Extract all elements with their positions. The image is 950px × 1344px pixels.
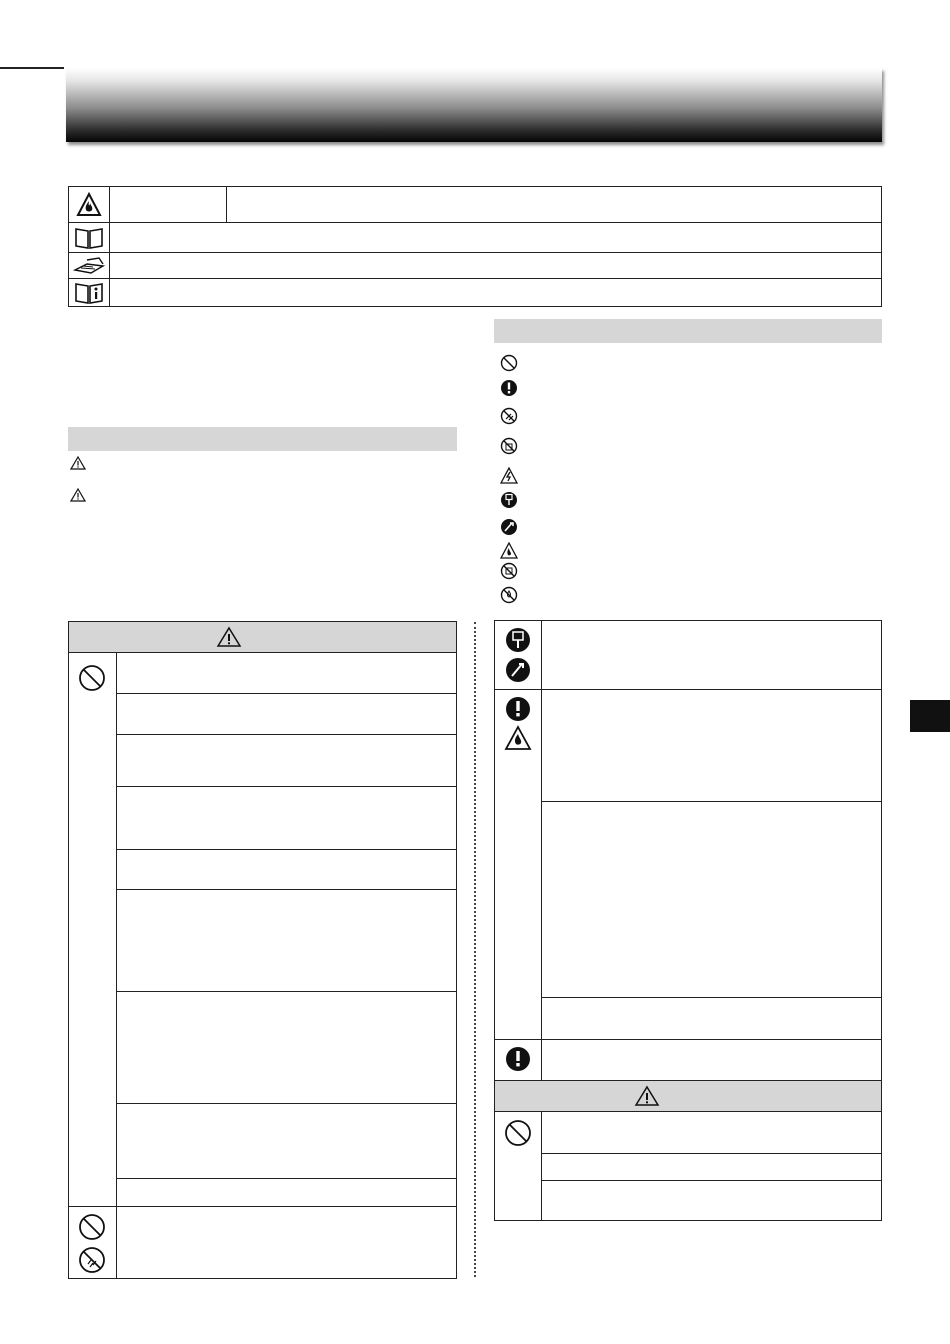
legend-item [500,437,526,455]
no-touch-icon [500,407,518,425]
row-divider [116,786,456,787]
row-divider [541,1153,881,1154]
signal-word-item [70,488,92,502]
ground-icon [505,657,531,683]
fire-icon [500,542,518,560]
open-manual-icon [73,256,105,276]
legend-item [500,518,526,536]
mandatory-icon [500,379,518,397]
row-divider [116,1103,456,1104]
no-disassembly-icon [500,562,518,580]
signal-word-item [70,456,92,470]
symbol-table [68,186,882,307]
row-divider [116,991,456,992]
signal-words-header [68,427,457,451]
mandatory-icon [505,696,531,722]
column-divider [116,652,117,1278]
symbol-row-icon [69,279,110,307]
symbol-row-label [110,187,227,223]
legend-item [500,542,526,560]
prohibited-icon [78,1213,106,1241]
no-water-icon [500,586,518,604]
symbol-row-text [227,187,882,223]
warning-table-right [494,620,882,1221]
section-tab [910,700,950,732]
column-divider [541,1111,542,1221]
symbol-row-text [110,223,882,253]
fire-warning-icon [76,192,102,218]
book-icon [74,226,104,250]
warning-triangle-icon [216,626,242,648]
legend-item [500,467,526,485]
legend-item [500,379,526,397]
no-water-icon [78,1246,106,1274]
column-divider [541,621,542,1081]
row-divider [541,1180,881,1181]
row-divider [116,889,456,890]
info-manual-icon [74,281,104,305]
ground-icon [500,518,518,536]
page-title-bar [66,68,882,142]
row-divider [116,693,456,694]
column-separator [474,622,476,1277]
prohibited-icon [78,664,106,692]
unplug-icon [500,491,518,509]
legend-item [500,562,526,580]
row-divider [541,801,881,802]
warning-table-head [69,622,456,653]
symbol-row-icon [69,187,110,223]
mandatory-icon [505,1046,531,1072]
row-divider [495,689,881,690]
fire-icon [504,725,532,751]
symbol-row-text [110,253,882,279]
unplug-icon [505,627,531,653]
caution-table-head [495,1081,881,1112]
legend-item [500,586,526,604]
symbol-row-text [110,279,882,307]
caution-triangle-icon [70,488,86,502]
symbol-row-icon [69,253,110,279]
row-divider [116,1178,456,1179]
warning-table-left [68,621,457,1279]
row-divider [495,1039,881,1040]
legend-item [500,407,526,425]
row-divider [69,1206,456,1207]
warning-triangle-icon [70,456,86,470]
prohibited-icon [504,1119,532,1147]
electric-shock-icon [500,467,518,485]
caution-triangle-icon [634,1085,660,1107]
row-divider [541,997,881,998]
prohibited-icon [500,354,518,372]
symbol-row-icon [69,223,110,253]
legend-item [500,354,526,372]
no-wet-hands-icon [500,437,518,455]
symbols-legend-list [500,352,880,612]
row-divider [116,849,456,850]
row-divider [116,734,456,735]
symbols-legend-header [494,319,882,343]
intro-text [68,322,458,412]
top-rule [0,67,64,69]
legend-item [500,491,526,509]
